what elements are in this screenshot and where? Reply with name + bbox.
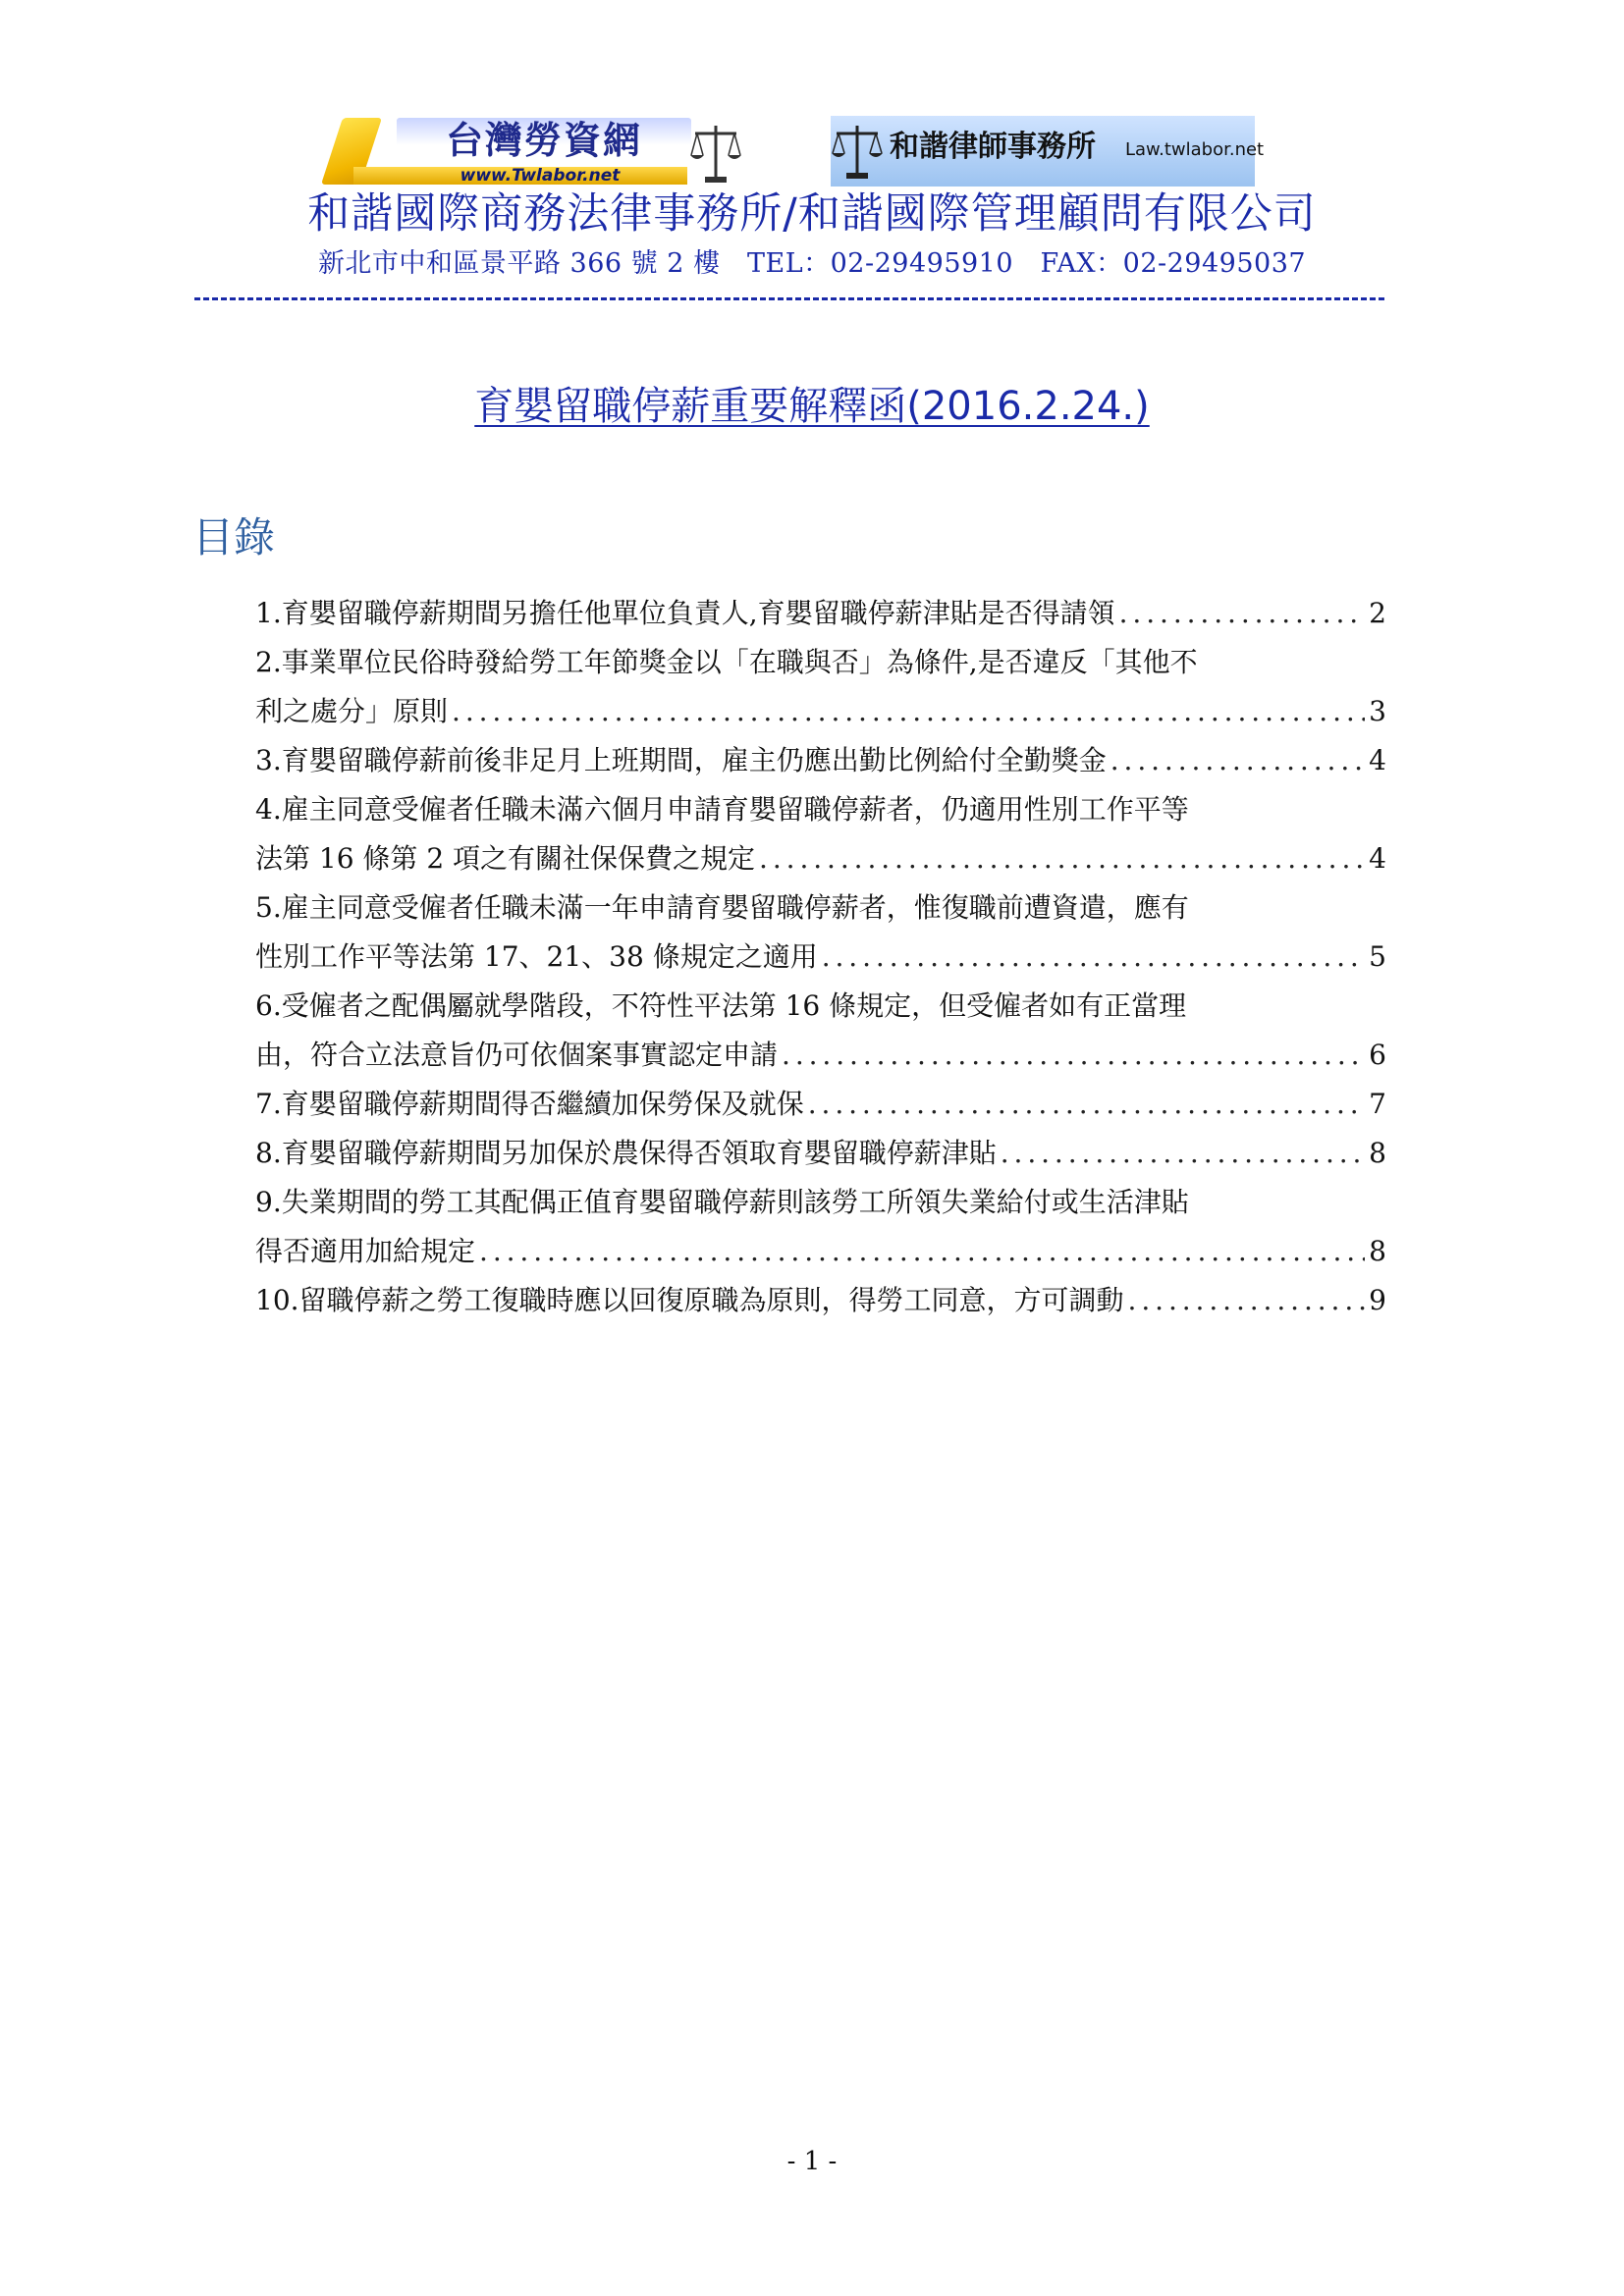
header-divider — [194, 297, 1384, 300]
toc-dot-leader — [1119, 589, 1366, 638]
toc-entry-text: 10.留職停薪之勞工復職時應以回復原職為原則，得勞工同意，方可調動 — [255, 1284, 1124, 1316]
toc-dot-leader — [1110, 736, 1365, 785]
law-firm-logo[interactable] — [831, 116, 1265, 187]
logo-title: 台灣勞資網 — [397, 118, 691, 163]
toc-dot-leader — [808, 1080, 1365, 1129]
toc-entry-text: 3.育嬰留職停薪前後非足月上班期間，雇主仍應出勤比例給付全勤獎金 — [255, 744, 1107, 776]
toc-dot-leader — [782, 1031, 1365, 1080]
twlabor-logo[interactable] — [324, 116, 742, 187]
toc-entry-text: 2.事業單位民俗時發給勞工年節獎金以「在職與否」為條件,是否違反「其他不 — [255, 646, 1198, 678]
toc-entry[interactable] — [255, 883, 1386, 982]
header-logos — [324, 116, 1265, 187]
toc-page-number: 9 — [1369, 1284, 1386, 1316]
toc-page-number: 8 — [1369, 1137, 1386, 1169]
page-number: - 1 - — [786, 2147, 838, 2176]
toc-entry-text: 7.育嬰留職停薪期間得否繼續加保勞保及就保 — [255, 1088, 804, 1120]
toc-entry-line — [255, 933, 1386, 982]
toc-entry[interactable] — [255, 1080, 1386, 1129]
toc-entry-text: 由，符合立法意旨仍可依個案事實認定申請 — [255, 1039, 779, 1071]
law-firm-name: 和諧律師事務所 — [890, 130, 1096, 164]
toc-entry-line — [255, 883, 1386, 933]
toc-entry-line — [255, 1080, 1386, 1129]
toc-entry-text: 利之處分」原則 — [255, 695, 449, 727]
toc-entry-text: 1.育嬰留職停薪期間另擔任他單位負責人,育嬰留職停薪津貼是否得請領 — [255, 597, 1115, 629]
toc-entry[interactable] — [255, 638, 1386, 736]
table-of-contents — [255, 589, 1386, 1325]
scales-of-justice-icon — [831, 122, 884, 181]
toc-entry-line — [255, 785, 1386, 834]
toc-dot-leader — [452, 687, 1365, 736]
toc-entry[interactable] — [255, 1178, 1386, 1276]
toc-entry-line — [255, 1178, 1386, 1227]
toc-entry-line — [255, 982, 1386, 1031]
toc-entry-text: 得否適用加給規定 — [255, 1235, 476, 1267]
toc-entry-line — [255, 687, 1386, 736]
toc-entry-line — [255, 834, 1386, 883]
toc-page-number: 7 — [1369, 1088, 1386, 1120]
law-firm-url: Law.twlabor.net — [1125, 139, 1265, 160]
toc-entry-text: 9.失業期間的勞工其配偶正值育嬰留職停薪則該勞工所領失業給付或生活津貼 — [255, 1186, 1189, 1218]
toc-entry-text: 8.育嬰留職停薪期間另加保於農保得否領取育嬰留職停薪津貼 — [255, 1137, 997, 1169]
toc-entry[interactable] — [255, 1129, 1386, 1178]
toc-entry-line — [255, 1276, 1386, 1325]
toc-entry-text: 5.雇主同意受僱者任職未滿一年申請育嬰留職停薪者，惟復職前遭資遣，應有 — [255, 891, 1189, 924]
toc-entry[interactable] — [255, 785, 1386, 883]
toc-dot-leader — [1128, 1276, 1366, 1325]
document-title: 育嬰留職停薪重要解釋函(2016.2.24.) — [474, 384, 1150, 429]
toc-entry-line — [255, 1031, 1386, 1080]
toc-dot-leader — [1001, 1129, 1365, 1178]
toc-page-number: 5 — [1369, 940, 1386, 973]
logo-url: www.Twlabor.net — [460, 166, 621, 186]
toc-entry[interactable] — [255, 1276, 1386, 1325]
toc-page-number: 4 — [1369, 842, 1386, 875]
toc-page-number: 3 — [1369, 695, 1386, 727]
toc-dot-leader — [822, 933, 1365, 982]
toc-dot-leader — [479, 1227, 1365, 1276]
toc-page-number: 2 — [1369, 597, 1386, 629]
toc-entry[interactable] — [255, 982, 1386, 1080]
toc-heading: 目錄 — [192, 513, 276, 561]
toc-entry-text: 4.雇主同意受僱者任職未滿六個月申請育嬰留職停薪者，仍適用性別工作平等 — [255, 793, 1189, 826]
toc-entry-line — [255, 736, 1386, 785]
toc-entry-line — [255, 1129, 1386, 1178]
toc-entry-line — [255, 638, 1386, 687]
toc-page-number: 4 — [1369, 744, 1386, 776]
company-name: 和諧國際商務法律事務所/和諧國際管理顧問有限公司 — [307, 189, 1317, 239]
scales-of-justice-icon — [689, 120, 742, 185]
toc-entry-text: 法第 16 條第 2 項之有關社保保費之規定 — [255, 842, 756, 875]
company-address: 新北市中和區景平路 366 號 2 樓 TEL：02-29495910 FAX：02-29495037 — [317, 248, 1307, 279]
toc-entry-text: 性別工作平等法第 17、21、38 條規定之適用 — [255, 940, 818, 973]
toc-entry-line — [255, 1227, 1386, 1276]
toc-page-number: 6 — [1369, 1039, 1386, 1071]
toc-entry-line — [255, 589, 1386, 638]
toc-page-number: 8 — [1369, 1235, 1386, 1267]
toc-entry[interactable] — [255, 736, 1386, 785]
toc-entry-text: 6.受僱者之配偶屬就學階段，不符性平法第 16 條規定，但受僱者如有正當理 — [255, 989, 1187, 1022]
toc-dot-leader — [759, 834, 1365, 883]
toc-entry[interactable] — [255, 589, 1386, 638]
